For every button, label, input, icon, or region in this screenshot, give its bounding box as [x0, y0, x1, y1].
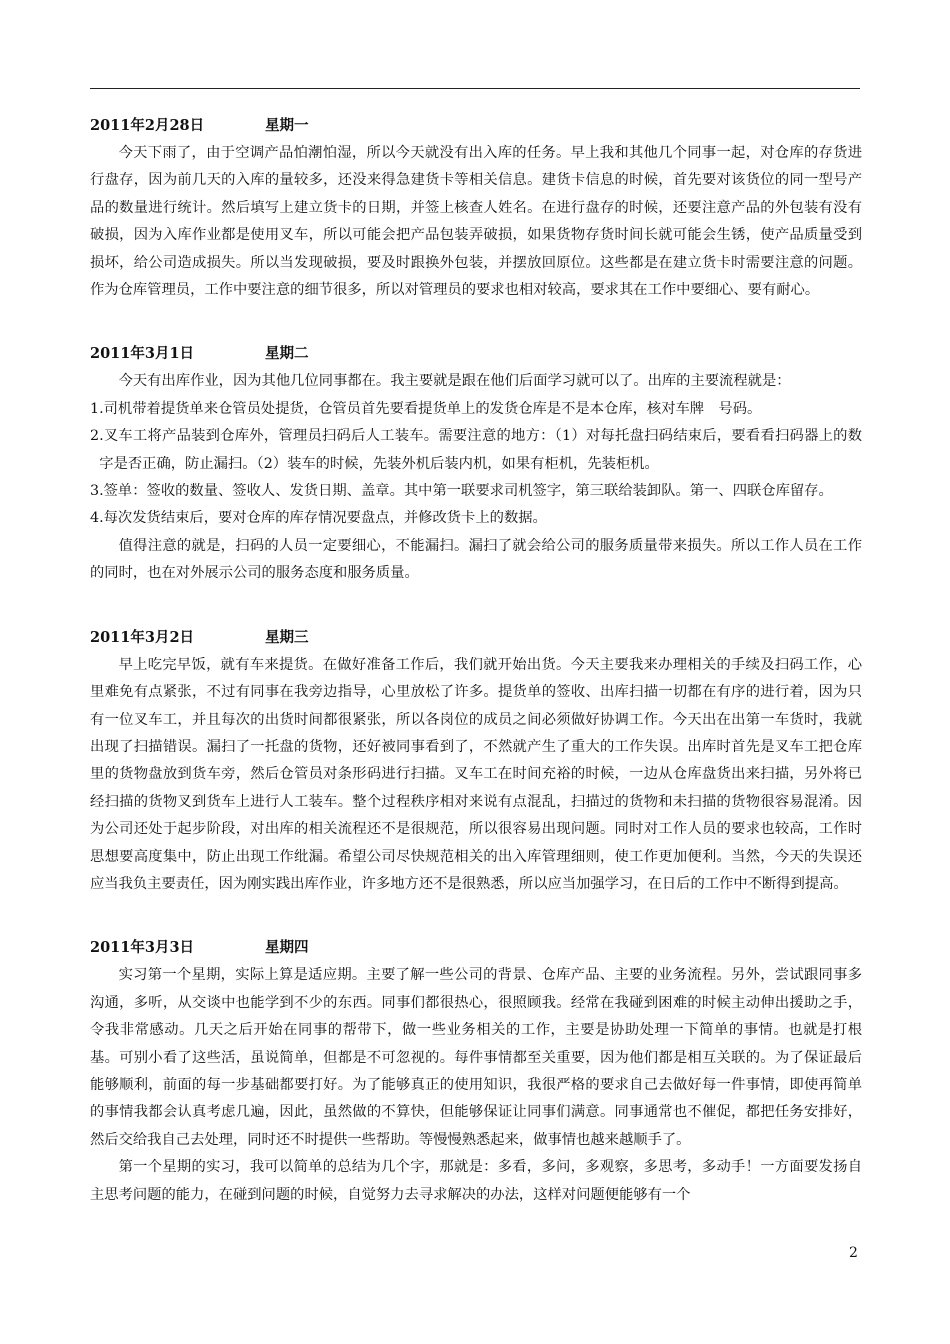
diary-body	[90, 112, 862, 1209]
entry-weekday: 星期一	[265, 117, 309, 134]
entry-paragraph: 实习第一个星期，实际上算是适应期。主要了解一些公司的背景、仓库产品、主要的业务流程。另外，尝试跟同事多沟通，多听，从交谈中也能学到不少的东西。同事们都很热心，很照顾我。经常在我碰到困难的时候主动伸出援助之手，令我非常感动。几天之后开始在同事的帮带下，做一些业务相关的工作，主要是协助处理一下简单的事情。也就是打根基。可别小看了这些活，虽说简单，但都是不可忽视的。每件事情都至关重要，因为他们都是相互关联的。为了保证最后能够顺利，前面的每一步基础都要打好。为了能够真正的使用知识，我很严格的要求自己去做好每一件事情，即使再简单的事情我都会认真考虑几遍，因此，虽然做的不算快，但能够保证让同事们满意。同事通常也不催促，都把任务安排好，然后交给我自己去处理，同时还不时提供一些帮助。等慢慢熟悉起来，做事情也越来越顺手了。	[90, 967, 862, 1148]
diary-entry	[90, 340, 862, 587]
diary-entry	[90, 112, 862, 304]
entry-date: 2011年3月1日	[90, 345, 195, 363]
entry-heading	[90, 340, 862, 368]
entry-date: 2011年3月2日	[90, 628, 195, 646]
entry-paragraph: 第一个星期的实习，我可以简单的总结为几个字，那就是：多看，多问，多观察，多思考，多动手！一方面要发扬自主思考问题的能力，在碰到问题的时候，自觉努力去寻求解决的办法，这样对问题便能够有一个	[90, 1159, 862, 1203]
entry-weekday: 星期四	[265, 939, 309, 957]
entry-paragraph: 今天下雨了，由于空调产品怕潮怕湿，所以今天就没有出入库的任务。早上我和其他几个同事一起，对仓库的存货进行盘存，因为前几天的入库的量较多，还没来得急建货卡等相关信息。建货卡信息的时候，首先要对该货位的同一型号产品的数量进行统计。然后填写上建立货卡的日期，并签上核查人姓名。在进行盘存的时候，还要注意产品的外包装有没有破损，因为入库作业都是使用叉车，所以可能会把产品包装弄破损，如果货物存货时间长就可能会生锈，使产品质量受到损坏，给公司造成损失。所以当发现破损，要及时跟换外包装，并摆放回原位。这些都是在建立货卡时需要注意的问题。作为仓库管理员，工作中要注意的细节很多，所以对管理员的要求也相对较高，要求其在工作中要细心、要有耐心。	[90, 145, 862, 299]
process-step: 3.签单：签收的数量、签收人、发货日期、盖章。其中第一联要求司机签字，第三联给装卸队。第一、四联仓库留存。	[90, 483, 833, 500]
process-step: 2.叉车工将产品装到仓库外，管理员扫码后人工装车。需要注意的地方：（1）对每托盘扫码结束后，要看看扫码器上的数字是否正确，防止漏扫。（2）装车的时候，先装外机后装内机，如果有柜机，先装柜机。	[90, 428, 862, 472]
entry-paragraph: 早上吃完早饭，就有车来提货。在做好准备工作后，我们就开始出货。今天主要我来办理相关的手续及扫码工作，心里难免有点紧张，不过有同事在我旁边指导，心里放松了许多。提货单的签收、出库扫描一切都在有序的进行着，因为只有一位叉车工，并且每次的出货时间都很紧张，所以各岗位的成员之间必须做好协调工作。今天出在出第一车货时，我就出现了扫描错误。漏扫了一托盘的货物，还好被同事看到了，不然就产生了重大的工作失误。出库时首先是叉车工把仓库里的货物盘放到货车旁，然后仓管员对条形码进行扫描。叉车工在时间充裕的时候，一边从仓库盘货出来扫描，另外将已经扫描的货物叉到货车上进行人工装车。整个过程秩序相对来说有点混乱，扫描过的货物和未扫描的货物很容易混淆。因为公司还处于起步阶段，对出库的相关流程还不是很规范，所以很容易出现问题。同时对工作人员的要求也较高，工作时思想要高度集中，防止出现工作纰漏。希望公司尽快规范相关的出入库管理细则，使工作更加便利。当然，今天的失误还应当我负主要责任，因为刚实践出库作业，许多地方还不是很熟悉，所以应当加强学习，在日后的工作中不断得到提高。	[90, 656, 862, 892]
entry-intro: 今天有出库作业，因为其他几位同事都在。我主要就是跟在他们后面学习就可以了。出库的主要流程就是：	[118, 373, 791, 390]
entry-date: 2011年3月3日	[90, 939, 195, 957]
entry-date: 2011年2月28日	[90, 117, 205, 134]
entry-weekday: 星期二	[265, 345, 309, 363]
header-rule	[90, 88, 860, 89]
process-step: 1.司机带着提货单来仓管员处提货，仓管员首先要看提货单上的发货仓库是不是本仓库，核对车牌 号码。	[90, 400, 762, 417]
entry-closing: 值得注意的就是，扫码的人员一定要细心，不能漏扫。漏扫了就会给公司的服务质量带来损失。所以工作人员在工作的同时，也在对外展示公司的服务态度和服务质量。	[90, 537, 862, 582]
diary-entry	[90, 624, 862, 899]
process-step: 4.每次发货结束后，要对仓库的库存情况要盘点，并修改货卡上的数据。	[90, 510, 547, 527]
entry-heading	[90, 112, 862, 140]
entry-heading	[90, 934, 862, 962]
entry-weekday: 星期三	[265, 628, 309, 646]
diary-entry	[90, 934, 862, 1209]
entry-heading	[90, 624, 862, 652]
page-number: 2	[849, 1245, 858, 1261]
